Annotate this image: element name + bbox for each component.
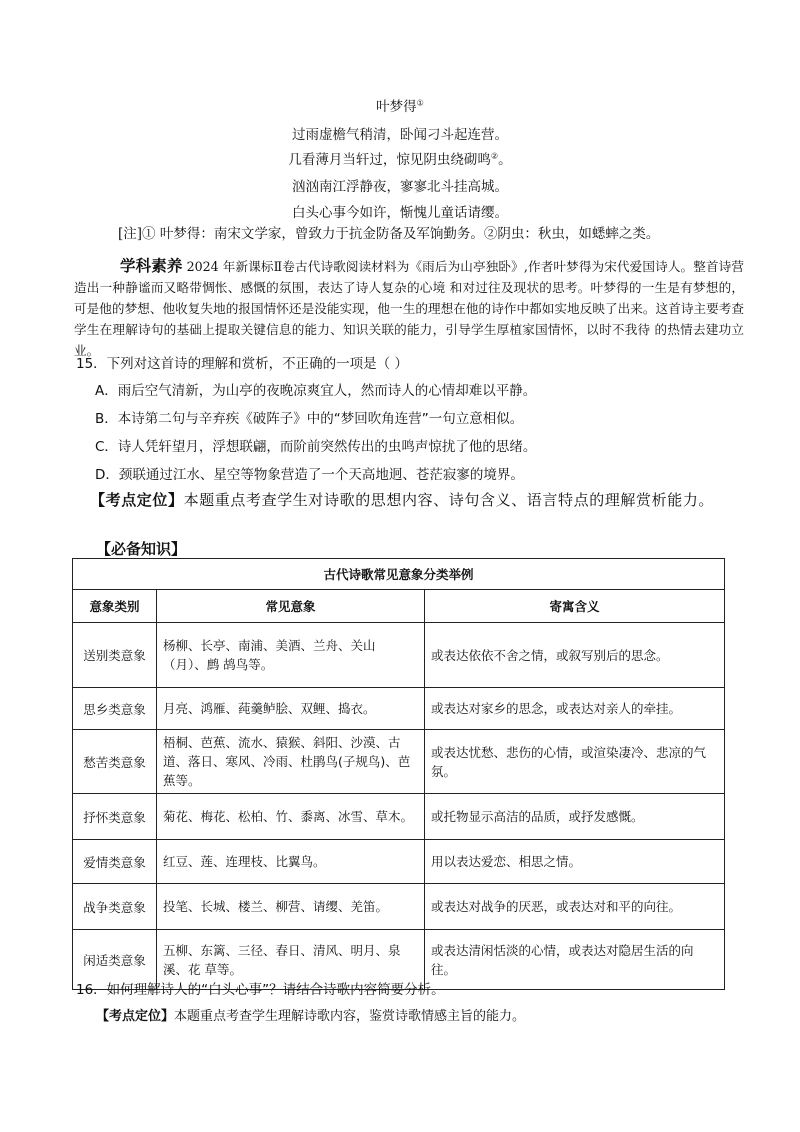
poem-line-4: 白头心事今如许，惭愧儿童话请缨。 [292,205,508,221]
table-cell-category: 送别类意象 [73,623,157,688]
question-15-option-b: B．本诗第二句与辛弃疾《破阵子》中的“梦回吹角连营”一句立意相似。 [95,411,524,427]
table-header-row [73,590,725,623]
poem-author [0,95,800,115]
poem-author-name: 叶梦得 [376,99,417,115]
table-cell-meaning: 或表达依依不舍之情，或叙写别后的思念。 [425,623,725,688]
table-cell-imagery: 五柳、东篱、三径、春日、清风、明月、泉溪、花 草等。 [157,930,425,990]
table-cell-category: 闲适类意象 [73,930,157,990]
table-header-meaning: 寄寓含义 [425,590,725,623]
question-15-option-d: D．颈联通过江水、星空等物象营造了一个天高地迥、苍茫寂寥的境界。 [95,467,524,483]
table-cell-meaning: 或表达清闲恬淡的心情，或表达对隐居生活的向往。 [425,930,725,990]
literacy-label: 学科素养 [120,257,183,275]
table-cell-imagery: 杨柳、长亭、南浦、美酒、兰舟、关山（月）、鹧 鸪鸟等。 [157,623,425,688]
table-cell-category: 抒怀类意象 [73,794,157,840]
required-knowledge-heading: 【必备知识】 [96,540,187,558]
table-cell-imagery: 红豆、莲、连理枝、比翼鸟。 [157,840,425,884]
table-cell-meaning: 或表达忧愁、悲伤的心情，或渲染凄冷、悲凉的气氛。 [425,730,725,794]
table-cell-imagery: 梧桐、芭蕉、流水、猿猴、斜阳、沙漠、古道、落日、寒风、冷雨、杜鹃鸟(子规鸟)、芭蕉等。 [157,730,425,794]
table-cell-meaning: 或表达对战争的厌恶，或表达对和平的向往。 [425,884,725,930]
footnote-mark-2: ② [490,151,499,161]
table-row [73,840,725,884]
table-cell-category: 爱情类意象 [73,840,157,884]
table-header-imagery: 常见意象 [157,590,425,623]
footnote-mark-1: ① [416,98,424,108]
table-cell-imagery: 月亮、鸿雁、莼羹鲈脍、双鲤、捣衣。 [157,688,425,730]
poem-line-3: 汹汹南江浮静夜，寥寥北斗挂高城。 [292,179,508,195]
exam-point-2 [96,1005,525,1024]
poem-line-2-tail: 。 [498,152,512,168]
imagery-table [72,558,725,990]
poem-note: [注]① 叶梦得：南宋文学家，曾致力于抗金防备及军饷勤务。②阴虫：秋虫，如蟋蟀之类。 [118,226,660,242]
poem-line-2 [0,148,800,168]
table-cell-meaning: 或托物显示高洁的品质，或抒发感慨。 [425,794,725,840]
table-row [73,794,725,840]
poem-line-1: 过雨虚檐气稍清，卧闻刁斗起连营。 [292,127,508,143]
table-row [73,730,725,794]
table-cell-meaning: 或表达对家乡的思念，或表达对亲人的牵挂。 [425,688,725,730]
table-cell-meaning: 用以表达爱恋、相思之情。 [425,840,725,884]
table-row [73,884,725,930]
table-cell-category: 愁苦类意象 [73,730,157,794]
exam-point-1 [76,489,736,512]
table-cell-category: 战争类意象 [73,884,157,930]
table-cell-category: 思乡类意象 [73,688,157,730]
table-caption-row [73,559,725,590]
table-cell-imagery: 投笔、长城、楼兰、柳营、请缨、羌笛。 [157,884,425,930]
exam-point-1-text: 本题重点考查学生对诗歌的思想内容、诗句含义、语言特点的理解赏析能力。 [183,491,715,509]
literacy-text: 2024 年新课标Ⅱ卷古代诗歌阅读材料为《雨后为山亭独卧》,作者叶梦得为宋代爱国诗人。整首诗营造出一种静谧而又略带惆怅、感慨的氛围，表达了诗人复杂的心境 和对过往及现状的思考。叶梦得的一生是有梦想的，可是他的梦想、他收复失地的报国情怀还是没能实现，他一生的理想在他的诗作中都如实地反映了出来。这首诗主要考查学生在理解诗句的基础上提取关键信息的能力、知识关联的能力，引导学生厚植家国情怀，以时不我待 的热情去建功立业。 [74,259,744,358]
exam-point-2-text: 本题重点考查学生理解诗歌内容，鉴赏诗歌情感主旨的能力。 [174,1009,526,1024]
literacy-paragraph [74,256,744,361]
question-15-option-a: A．雨后空气清新，为山亭的夜晚凉爽宜人，然而诗人的心情却难以平静。 [95,383,537,399]
table-caption: 古代诗歌常见意象分类举例 [73,559,725,590]
table-row [73,688,725,730]
question-15-stem: 15．下列对这首诗的理解和赏析，不正确的一项是（ ） [76,356,408,372]
question-16-stem: 16．如何理解诗人的“白头心事”？请结合诗歌内容简要分析。 [76,982,445,998]
poem-line-2-text: 几看薄月当轩过，惊见阴虫绕砌鸣 [288,152,491,168]
exam-point-2-label: 【考点定位】 [96,1009,175,1024]
table-header-category: 意象类别 [73,590,157,623]
table-row [73,623,725,688]
question-15-option-c: C．诗人凭轩望月，浮想联翩，而阶前突然传出的虫鸣声惊扰了他的思绪。 [95,439,537,455]
exam-point-1-label: 【考点定位】 [90,491,184,509]
table-cell-imagery: 菊花、梅花、松柏、竹、黍离、冰雪、草木。 [157,794,425,840]
